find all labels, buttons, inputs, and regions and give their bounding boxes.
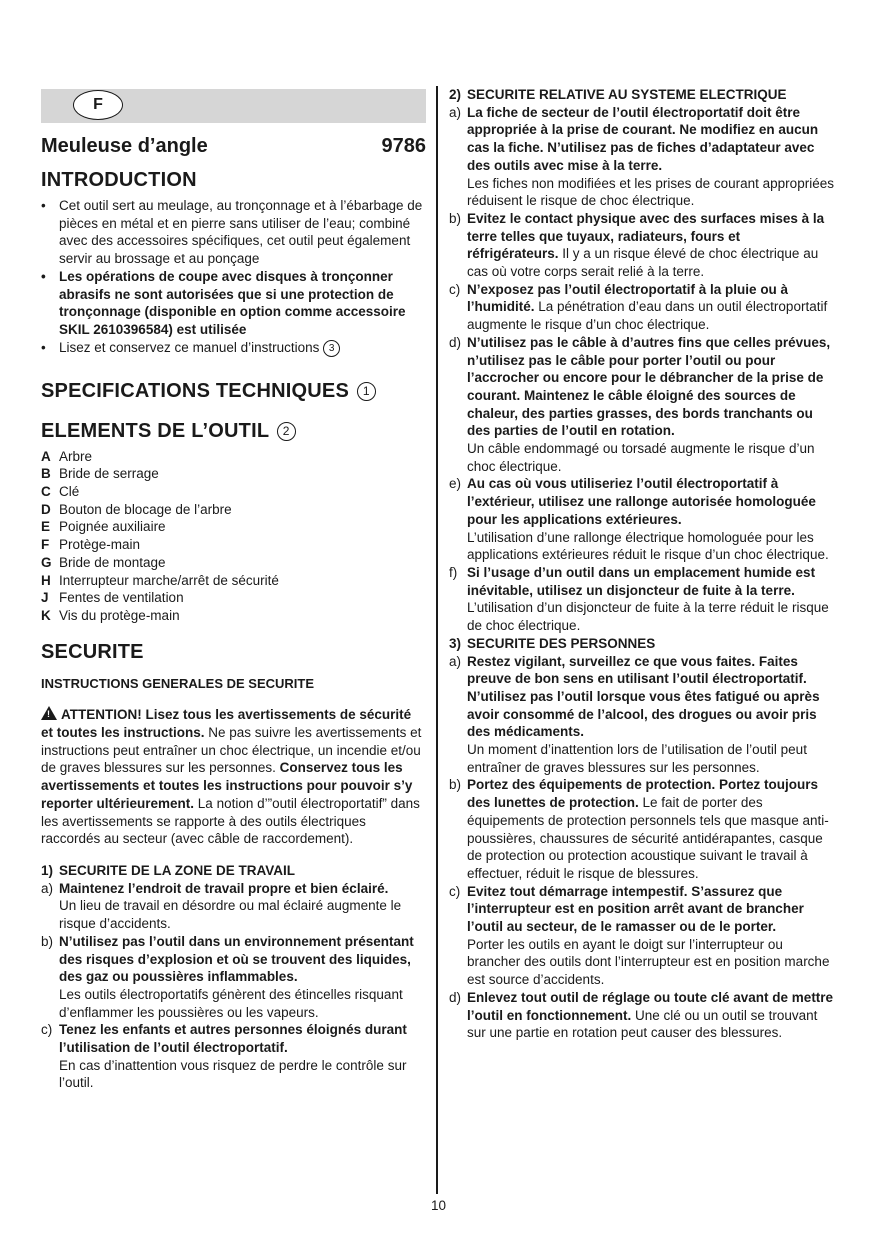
section-title: [449, 86, 834, 104]
specs-title: SPECIFICATIONS TECHNIQUES: [41, 379, 349, 402]
part-letter: J: [41, 590, 49, 606]
section-number: 3): [449, 635, 462, 651]
item-text: La pénétration d’eau dans un outil électroportatif augmente le risque d’un choc électrique.: [467, 299, 828, 333]
securite-heading: SECURITE: [41, 640, 144, 663]
warning-bold-text: ATTENTION! Lisez tous les avertissements de sécurité et toutes les instructions.: [41, 707, 412, 741]
part-label: Bride de montage: [59, 554, 166, 570]
item-letter: d): [449, 989, 462, 1005]
section-personal: [449, 635, 834, 1042]
item-letter: c): [449, 883, 461, 899]
item-text: Un câble endommagé ou torsadé augmente le risque d’un choc électrique.: [467, 441, 815, 474]
intro-bullet: [41, 339, 426, 357]
item-text: Les outils électroportatifs génèrent des étincelles risquant d’enflammer les poussières ou les vapeurs.: [59, 986, 403, 1020]
item-bold: La fiche de secteur de l’outil électroportatif doit être appropriée à la prise de courant. Ne modifiez en aucun cas la fiche. N’utilisez pas de fiches d’adaptateur avec des outils avec mise à la terre.: [467, 104, 819, 173]
safety-item: [41, 933, 426, 1022]
left-column: [41, 89, 426, 1092]
elements-title: ELEMENTS DE L’OUTIL: [41, 419, 269, 442]
section-number: 1): [41, 862, 54, 878]
item-bold: Restez vigilant, surveillez ce que vous faites. Faites preuve de bon sens en utilisant l’outil électroportatif. N’utilisez pas l’outil lorsque vous êtes fatigué ou après avoir consommé de l’alcool, des drogues ou avoir pris des médicaments.: [467, 653, 820, 740]
section-title-text: SECURITE DES PERSONNES: [467, 635, 656, 651]
item-bold: Si l’usage d’un outil dans un emplacement humide est inévitable, utilisez un disjoncteur de fuite à la terre.: [467, 564, 816, 598]
section-title: [449, 635, 834, 653]
product-model: 9786: [381, 135, 426, 157]
item-bold: Au cas où vous utiliseriez l’outil électroportatif à l’extérieur, utilisez une rallonge autorisée homologuée pour les applications extérieures.: [467, 476, 816, 527]
item-letter: f): [449, 564, 458, 580]
item-bold: Tenez les enfants et autres personnes éloignés durant l’utilisation de l’outil électroportatif.: [59, 1022, 407, 1056]
item-letter: b): [449, 777, 462, 793]
safety-item: [41, 1021, 426, 1092]
item-letter: e): [449, 476, 462, 492]
intro-list: [41, 197, 426, 357]
general-safety-heading: INSTRUCTIONS GENERALES DE SECURITE: [41, 675, 315, 691]
item-bold: Evitez tout démarrage intempestif. S’assurez que l’interrupteur est en position arrêt avant de brancher l’outil au secteur, de le ramasser ou de le porter.: [467, 883, 804, 935]
part-letter: K: [41, 607, 51, 623]
item-bold: Maintenez l’endroit de travail propre et bien éclairé.: [59, 880, 389, 896]
part-item: [41, 465, 426, 483]
safety-item: [449, 564, 834, 635]
figure-ref-icon: 3: [323, 340, 340, 357]
safety-item: [449, 776, 834, 882]
part-item: [41, 448, 426, 466]
item-bold: N’utilisez pas l’outil dans un environnement présentant des risques d’explosion et où se trouvent des liquides, des gaz ou poussières inflammables.: [59, 933, 414, 985]
part-letter: F: [41, 537, 50, 553]
safety-item: [449, 104, 834, 210]
part-letter: A: [41, 448, 51, 464]
item-text: Porter les outils en ayant le doigt sur l’interrupteur ou brancher des outils dont l’interrupteur est en position marche est source d’accidents.: [467, 936, 830, 988]
part-item: [41, 607, 426, 625]
section-work-area: [41, 862, 426, 1092]
safety-item: [449, 989, 834, 1042]
warning-paragraph: [41, 706, 426, 848]
warning-triangle-icon: !: [41, 706, 57, 720]
part-item: [41, 589, 426, 607]
item-letter: c): [41, 1022, 53, 1038]
part-item: [41, 536, 426, 554]
safety-item: [41, 880, 426, 933]
item-bold: Evitez le contact physique avec des surfaces mises à la terre telles que tuyaux, radiateurs, fours et réfrigérateurs.: [467, 210, 825, 262]
item-bold: Enlevez tout outil de réglage ou toute clé avant de mettre l’outil en fonctionnement.: [467, 989, 834, 1023]
intro-bullet: • Cet outil sert au meulage, au tronçonnage et à l’ébarbage de pièces en métal et en pierre sans utiliser de l’eau; combiné avec des accessoires spécifiques, cet outil peut également servir au brossage et au ponçage: [41, 197, 426, 268]
figure-ref-icon: 2: [277, 422, 296, 441]
page-number: 10: [430, 1198, 447, 1213]
item-text: Les fiches non modifiées et les prises de courant appropriées réduisent le risque de choc électrique.: [467, 175, 834, 209]
part-item: [41, 518, 426, 536]
elements-heading: [41, 418, 426, 444]
warning-text: La notion d’”outil électroportatif” dans les avertissements se rapporte à des outils électriques raccordés au secteur (avec câble de raccordement).: [41, 795, 420, 847]
part-item: [41, 483, 426, 501]
part-letter: B: [41, 466, 51, 482]
safety-item: [449, 475, 834, 564]
item-letter: a): [449, 104, 462, 120]
part-label: Bride de serrage: [59, 466, 159, 482]
part-item: [41, 554, 426, 572]
safety-item: [449, 653, 834, 777]
column-divider: [436, 86, 438, 1194]
warning-bold-text: Conservez tous les avertissements et toutes les instructions pour pouvoir s’y reporter ultérieurement.: [41, 760, 413, 811]
item-text: Un moment d’inattention lors de l’utilisation de l’outil peut entraîner de graves blessures sur les personnes.: [467, 742, 807, 775]
section-number: 2): [449, 87, 462, 102]
intro-bullet-text: Lisez et conservez ce manuel d’instructions: [59, 339, 320, 355]
part-label: Protège-main: [59, 537, 141, 553]
item-letter: a): [449, 653, 462, 669]
part-letter: C: [41, 484, 51, 500]
safety-item: [449, 210, 834, 281]
safety-item: [449, 281, 834, 334]
section-title-text: SECURITE RELATIVE AU SYSTEME ELECTRIQUE: [467, 87, 787, 102]
figure-ref-icon: 1: [357, 382, 376, 401]
part-label: Arbre: [59, 448, 93, 464]
item-letter: b): [449, 210, 462, 226]
part-label: Interrupteur marche/arrêt de sécurité: [59, 572, 279, 588]
item-bold: N’exposez pas l’outil électroportatif à la pluie ou à l’humidité.: [467, 281, 789, 315]
section-title-text: SECURITE DE LA ZONE DE TRAVAIL: [59, 862, 296, 878]
part-label: Vis du protège-main: [59, 607, 180, 623]
part-item: [41, 572, 426, 590]
product-name: Meuleuse d’angle: [41, 135, 208, 157]
section-title: [41, 862, 426, 880]
warning-text: Ne pas suivre les avertissements et instructions peut entraîner un choc électrique, un incendie et/ou de graves blessures sur les personnes.: [41, 725, 422, 776]
part-item: [41, 501, 426, 519]
part-letter: H: [41, 572, 51, 588]
safety-item: [449, 883, 834, 989]
item-text: L’utilisation d’un disjoncteur de fuite à la terre réduit le risque de choc électrique.: [467, 600, 829, 634]
section-electrical: [449, 86, 834, 635]
item-letter: b): [41, 933, 54, 949]
right-column: [449, 86, 834, 1042]
safety-item: [449, 334, 834, 476]
language-badge: F: [73, 90, 123, 120]
item-text: Un lieu de travail en désordre ou mal éclairé augmente le risque d’accidents.: [59, 898, 402, 932]
part-label: Clé: [59, 484, 80, 500]
part-letter: D: [41, 501, 51, 517]
item-letter: a): [41, 880, 54, 896]
product-header: [41, 133, 426, 159]
part-label: Fentes de ventilation: [59, 590, 184, 606]
item-text: Une clé ou un outil se trouvant sur une partie en rotation peut causer des blessures.: [467, 1007, 818, 1041]
item-bold: N’utilisez pas le câble à d’autres fins que celles prévues, n’utilisez pas le câble pour porter l’outil ou pour l’accrocher ou encore pour le débrancher de la prise de courant. Maintenez le câble éloigné des sources de chaleur, des parties grasses, des bords tranchants ou des parties de l’outil en rotation.: [467, 334, 831, 439]
item-text: Le fait de porter des équipements de protection personnels tels que masque anti-poussières, chaussures de sécurité antidérapantes, casque de protection ou protection acoustique suivant le travail à effectuer, réduit le risque de blessures.: [467, 795, 829, 881]
part-letter: G: [41, 554, 52, 570]
item-letter: c): [449, 281, 461, 297]
part-label: Poignée auxiliaire: [59, 519, 166, 535]
part-letter: E: [41, 519, 51, 535]
item-text: En cas d’inattention vous risquez de perdre le contrôle sur l’outil.: [59, 1057, 407, 1091]
parts-list: [41, 448, 426, 625]
intro-heading: INTRODUCTION: [41, 169, 197, 191]
part-label: Bouton de blocage de l’arbre: [59, 501, 232, 517]
intro-bullet: • Les opérations de coupe avec disques à tronçonner abrasifs ne sont autorisées que si une protection de tronçonnage (disponible en option comme accessoire SKIL 2610396584) est utilisée: [41, 268, 426, 339]
item-letter: d): [449, 334, 462, 350]
specs-heading: [41, 378, 426, 404]
item-bold: Portez des équipements de protection. Portez toujours des lunettes de protection.: [467, 777, 819, 811]
language-bar: [41, 89, 426, 123]
item-text: L’utilisation d’une rallonge électrique homologuée pour les applications extérieures réduit le risque d’un choc électrique.: [467, 529, 829, 563]
item-text: Il y a un risque élevé de choc électrique au cas où votre corps serait relié à la terre.: [467, 246, 819, 280]
